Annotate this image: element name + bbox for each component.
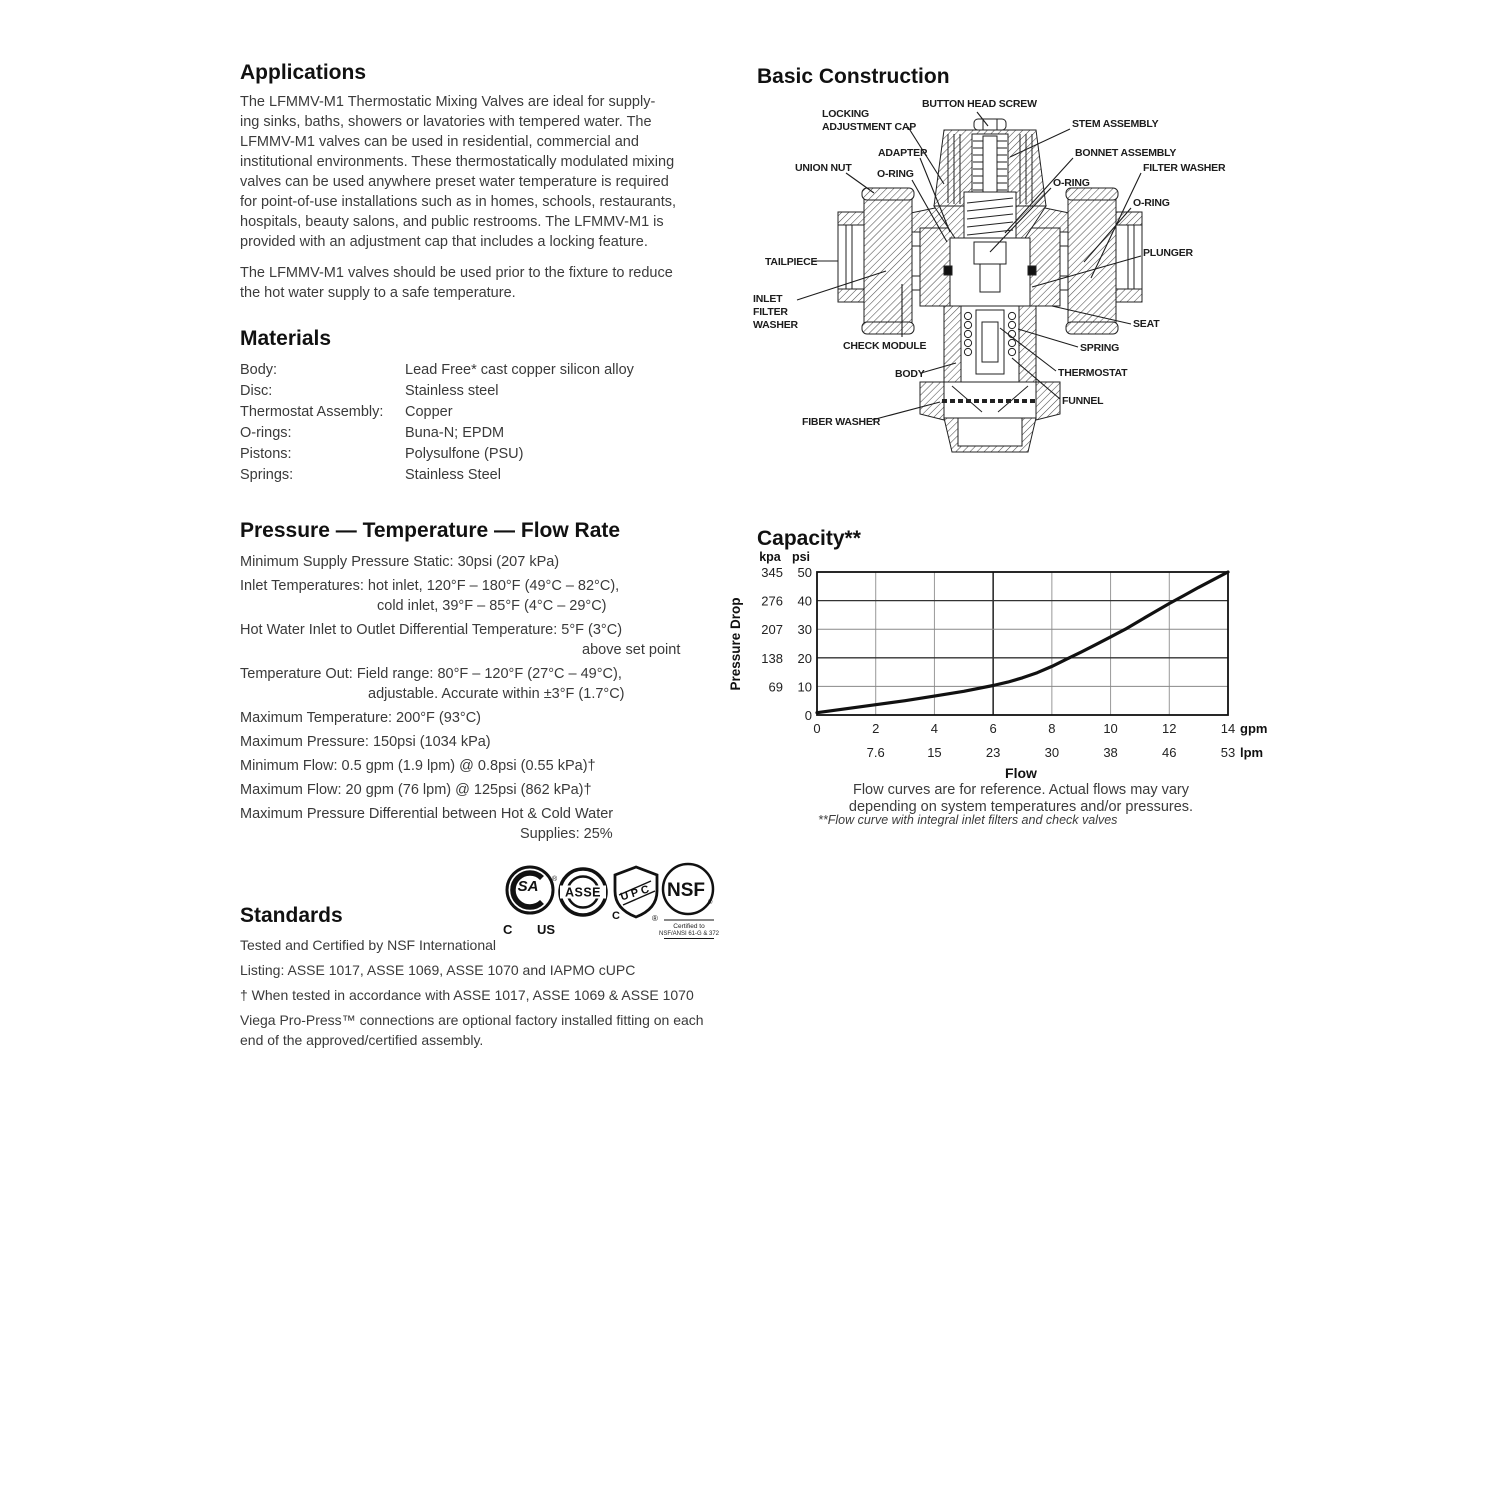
y-tick-kpa: 276 [761,593,783,609]
applications-text-line: valves can be used anywhere preset water temperature is required [240,174,669,190]
x-tick-gpm: 4 [930,721,939,736]
asse-letters: ASSE [564,885,602,900]
materials-row [240,423,634,444]
spec-line: Minimum Supply Pressure Static: 30psi (207 kPa) [240,554,560,570]
construction-label: O-RING [1133,197,1170,209]
x-tick-gpm: 2 [872,721,880,736]
materials-section [240,326,634,486]
bottom-fitting [944,418,1036,452]
pressure-temp-flow-heading: Pressure — Temperature — Flow Rate [240,519,621,542]
spec-line: Maximum Pressure Differential between Hot & Cold Water [240,806,614,822]
spec-line: Minimum Flow: 0.5 gpm (1.9 lpm) @ 0.8psi (0.55 kPa)† [240,758,596,774]
materials-table [240,360,634,486]
union-nut-left [862,188,914,334]
spec-line: Hot Water Inlet to Outlet Differential Temperature: 5°F (3°C) [240,622,623,638]
applications-text-line: hospitals, beauty salons, and public restrooms. The LFMMV-M1 is [240,214,664,230]
materials-label: Disc: [240,383,273,399]
construction-label: O-RING [877,168,914,180]
funnel-assembly [920,382,1060,420]
lower-body [944,306,1036,382]
construction-label: BODY [895,368,925,380]
nsf-registered-icon: ® [708,900,713,906]
construction-label: THERMOSTAT [1058,367,1128,379]
spec-item [240,780,680,800]
y-tick-kpa: 69 [768,679,783,695]
basic-construction-section [757,64,950,89]
x-unit-lpm: lpm [1240,745,1264,760]
upc-letters: UPC [619,882,654,904]
flow-curve [817,572,1228,713]
construction-label: UNION NUT [795,162,852,174]
upc-registered-icon: ® [652,914,658,922]
applications-heading: Applications [240,61,367,84]
y-tick-psi: 0 [804,708,812,723]
applications-paragraph-1 [240,92,676,252]
spec-item [240,708,680,728]
applications-text-line: institutional environments. These thermostatically modulated mixing [240,154,675,170]
csa-logo [501,864,559,938]
x-tick-gpm: 0 [813,721,821,736]
capacity-caption-line: Flow curves are for reference. Actual flows may vary [852,782,1190,798]
applications-text-line: ing sinks, baths, showers or lavatories with tempered water. The [240,114,652,130]
plot-border [817,572,1228,715]
capacity-chart [726,548,1270,782]
upc-c-label: C [612,910,620,922]
valve-cross-section-diagram [748,95,1248,465]
materials-label: Body: [240,362,278,378]
construction-label: FUNNEL [1062,395,1104,407]
x-tick-lpm: 15 [927,745,942,760]
spec-line: Maximum Flow: 20 gpm (76 lpm) @ 125psi (862 kPa)† [240,782,592,798]
construction-label: CHECK MODULE [843,340,927,352]
standards-line: Tested and Certified by NSF International [240,937,497,953]
plunger-chamber [944,238,1036,306]
y-tick-psi: 20 [797,650,812,666]
construction-label: O-RING [1053,177,1090,189]
y-axis-label: Pressure Drop [728,597,743,691]
standards-list [240,935,724,1005]
spec-item [240,620,680,660]
materials-value: Stainless Steel [405,467,501,483]
applications-paragraph-2 [240,263,676,303]
applications-text-line: LFMMV-M1 valves can be used in residential, commercial and [240,134,639,150]
x-tick-lpm: 46 [1162,745,1177,760]
y-tick-psi: 40 [797,593,812,609]
applications-text-line: provided with an adjustment cap that includes a locking feature. [240,234,648,250]
pressure-temp-flow-list [240,552,680,844]
spec-line: Inlet Temperatures: hot inlet, 120°F – 180°F (49°C – 82°C), [240,578,620,594]
spec-item [240,804,680,844]
construction-label: TAILPIECE [765,256,818,268]
y-tick-kpa: 345 [761,565,783,580]
construction-label: FIBER WASHER [802,416,881,428]
x-tick-lpm: 23 [985,745,1001,760]
x-tick-gpm: 14 [1220,721,1236,736]
construction-label: SEAT [1133,318,1160,330]
asse-logo [557,866,609,918]
capacity-heading: Capacity** [757,527,861,550]
materials-row [240,444,634,465]
viega-note [240,1010,724,1050]
csa-c-label: C [503,922,513,937]
standards-heading: Standards [240,904,343,927]
x-axis-label: Flow [1005,765,1037,781]
csa-registered-icon: ® [552,876,558,883]
spec-line: Maximum Temperature: 200°F (93°C) [240,710,481,726]
materials-value: Polysulfone (PSU) [405,446,524,462]
construction-label: PLUNGER [1143,247,1193,259]
materials-label: Thermostat Assembly: [240,404,384,420]
y-tick-psi: 10 [797,679,812,695]
y-unit-psi: psi [791,550,811,564]
applications-text-line: for point-of-use installations such as in homes, schools, restaurants, [240,194,677,210]
spec-line: Supplies: 25% [520,826,613,842]
x-tick-lpm: 53 [1220,745,1236,760]
materials-row [240,465,634,486]
standards-line: Listing: ASSE 1017, ASSE 1069, ASSE 1070 and IAPMO cUPC [240,962,636,978]
x-tick-lpm: 30 [1044,745,1060,760]
y-tick-kpa: 138 [761,650,783,666]
spec-line: Temperature Out: Field range: 80°F – 120°F (27°C – 49°C), [240,666,622,682]
capacity-caption [771,782,1271,816]
x-tick-lpm: 38 [1103,745,1118,760]
materials-value: Stainless steel [405,383,499,399]
capacity-caption-line: depending on system temperatures and/or pressures. [848,799,1194,815]
csa-letters: SA [517,878,539,895]
x-tick-gpm: 12 [1162,721,1177,736]
union-nut-right [1066,188,1118,334]
construction-label: BUTTON HEAD SCREW [922,98,1037,110]
spec-item [240,552,680,572]
construction-label: FILTER WASHER [1143,162,1226,174]
spec-item [240,576,680,616]
standards-line: † When tested in accordance with ASSE 1017, ASSE 1069 & ASSE 1070 [240,987,694,1003]
nsf-logo [659,861,719,941]
construction-label: INLET FILTER WASHER [753,293,798,331]
nsf-letters: NSF [667,880,705,901]
spec-line: Maximum Pressure: 150psi (1034 kPa) [240,734,491,750]
materials-label: Springs: [240,467,294,483]
construction-label: ADAPTER [878,147,928,159]
button-head-screw-part [974,119,1006,130]
spec-line: cold inlet, 39°F – 85°F (4°C – 29°C) [377,598,607,614]
viega-line: end of the approved/certified assembly. [240,1032,484,1048]
csa-us-label: US [537,922,556,937]
construction-label: LOCKING ADJUSTMENT CAP [822,108,917,133]
construction-label: BONNET ASSEMBLY [1075,147,1177,159]
materials-label: O-rings: [240,425,292,441]
pressure-temp-flow-section [240,518,680,848]
nsf-cert-line1: Certified to [673,923,705,930]
y-unit-kpa: kpa [759,550,781,564]
y-tick-psi: 50 [797,565,812,580]
materials-value: Buna-N; EPDM [405,425,505,441]
applications-text-line: The LFMMV-M1 Thermostatic Mixing Valves are ideal for supply- [240,94,656,110]
applications-text-line: The LFMMV-M1 valves should be used prior to the fixture to reduce [240,265,673,281]
y-tick-kpa: 207 [761,622,783,638]
applications-section [240,60,676,303]
construction-label: STEM ASSEMBLY [1072,118,1159,130]
viega-line: Viega Pro-Press™ connections are optional factory installed fitting on each [240,1012,704,1028]
materials-value: Lead Free* cast copper silicon alloy [405,362,634,378]
spec-line: above set point [582,642,681,658]
standards-section [240,903,724,1050]
spec-item [240,756,680,776]
label-leader-line [846,173,874,193]
materials-row [240,402,634,423]
construction-label: SPRING [1080,342,1120,354]
spec-item [240,664,680,704]
x-tick-gpm: 10 [1103,721,1118,736]
materials-value: Copper [405,404,453,420]
materials-heading: Materials [240,327,332,350]
applications-text-line: the hot water supply to a safe temperature. [240,285,516,301]
x-unit-gpm: gpm [1240,721,1268,736]
upc-logo [611,864,661,922]
basic-construction-heading: Basic Construction [757,65,950,88]
x-tick-lpm: 7.6 [866,745,885,760]
materials-row [240,360,634,381]
materials-row [240,381,634,402]
materials-label: Pistons: [240,446,292,462]
y-tick-psi: 30 [797,622,812,638]
x-tick-gpm: 8 [1048,721,1056,736]
x-tick-gpm: 6 [989,721,997,736]
capacity-footnote: **Flow curve with integral inlet filters and check valves [818,813,1118,827]
spec-line: adjustable. Accurate within ±3°F (1.7°C) [368,686,625,702]
nsf-cert-line2: NSF/ANSI 61-G & 372 [659,931,719,937]
spec-item [240,732,680,752]
